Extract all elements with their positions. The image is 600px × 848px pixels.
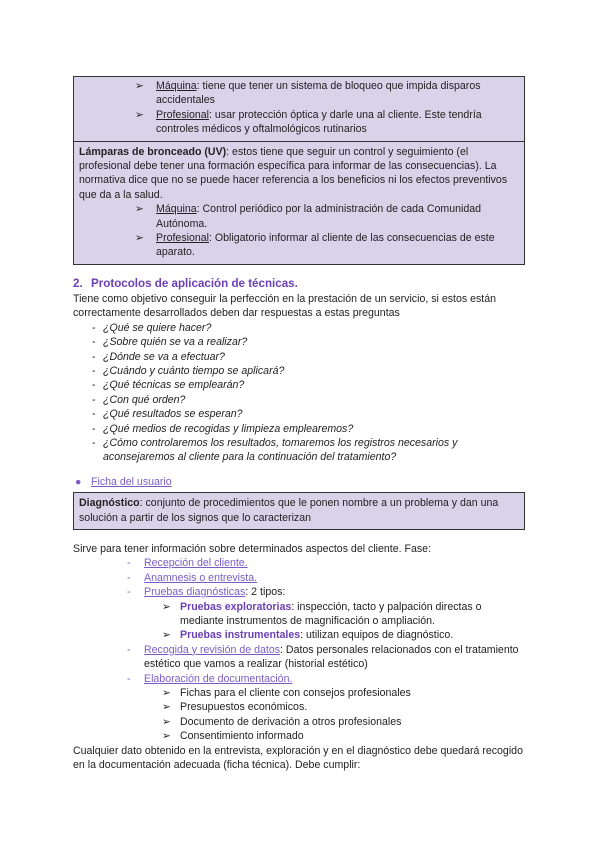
arrow-bullet-icon: ➢: [162, 687, 171, 700]
list-item: [162, 700, 525, 714]
list-item: [92, 393, 525, 407]
dash-marker: -: [127, 586, 131, 599]
recogida-link[interactable]: Recogida y revisión de datos: [144, 643, 281, 656]
ficha-link[interactable]: Ficha del usuario: [91, 475, 172, 488]
fases-intro: Sirve para tener información sobre determinados aspectos del cliente. Fase:: [73, 542, 432, 555]
dash-marker: -: [127, 643, 131, 656]
dash-marker: -: [92, 336, 96, 349]
dash-marker: -: [127, 672, 131, 685]
arrow-bullet-icon: ➢: [135, 80, 144, 92]
question-text: ¿Qué se quiere hacer?: [103, 321, 212, 334]
list-item: [162, 686, 525, 700]
item-text: : utilizan equipos de diagnóstico.: [300, 629, 454, 642]
list-item: [162, 628, 525, 642]
section-intro: Tiene como objetivo conseguir la perfección en la prestación de un servicio, si estos están correctamente desarrollados deben dar respuestas a estas preguntas: [73, 292, 496, 320]
item-text: : tiene que tener un sistema de bloqueo que impida disparos accidentales: [156, 80, 481, 107]
dash-marker: -: [92, 321, 96, 334]
question-text: ¿Qué técnicas se emplearán?: [103, 379, 245, 392]
question-text: ¿Con qué orden?: [103, 393, 186, 406]
diagnostico-text: : conjunto de procedimientos que le ponen nombre a un problema y dan una solución a partir de los signos que lo caracterizan: [79, 497, 499, 524]
pruebas-list: [144, 600, 525, 643]
pruebas-link[interactable]: Pruebas diagnósticas: [144, 586, 246, 599]
list-item: [92, 350, 525, 364]
uv-paragraph: [79, 145, 519, 203]
arrow-bullet-icon: ➢: [135, 108, 144, 121]
term-profesional: Profesional: [156, 108, 209, 121]
anamnesis-link[interactable]: Anamnesis o entrevista.: [144, 571, 258, 584]
laser-rules-list: [79, 79, 519, 137]
term-exploratorias: Pruebas exploratorias: [180, 600, 292, 613]
question-text: ¿Sobre quién se va a realizar?: [103, 336, 248, 349]
arrow-bullet-icon: ➢: [135, 203, 144, 216]
list-item: [162, 715, 525, 729]
arrow-bullet-icon: ➢: [162, 600, 171, 613]
item-text: : Obligatorio informar al cliente de las consecuencias de este aparato.: [156, 232, 495, 259]
item-text: Documento de derivación a otros profesionales: [180, 715, 402, 728]
arrow-bullet-icon: ➢: [162, 730, 171, 743]
dash-marker: -: [92, 408, 96, 421]
list-item: [92, 422, 525, 436]
arrow-bullet-icon: ➢: [162, 701, 171, 714]
dash-marker: -: [92, 436, 96, 449]
pruebas-text: : 2 tipos:: [245, 586, 286, 599]
list-item: [135, 79, 519, 108]
item-text: Fichas para el cliente con consejos profesionales: [180, 687, 411, 700]
item-text: : usar protección óptica y darle una al cliente. Este tendría controles médicos y oftalmológicos rutinarios: [156, 108, 482, 136]
list-item: [127, 672, 525, 744]
list-item: [162, 729, 525, 743]
list-item: [135, 231, 519, 260]
list-item: [127, 585, 525, 643]
arrow-bullet-icon: ➢: [135, 232, 144, 245]
list-item: [135, 202, 519, 231]
arrow-bullet-icon: ➢: [162, 629, 171, 642]
term-maquina: Máquina: [156, 203, 197, 216]
safety-box-uv: [73, 142, 525, 265]
closing-paragraph: Cualquier dato obtenido en la entrevista, exploración y en el diagnóstico debe quedará recogido en la documentación adecuada (ficha técnica). Debe cumplir:: [73, 744, 523, 772]
documentacion-list: [144, 686, 525, 744]
dash-marker: -: [92, 393, 96, 406]
term-profesional: Profesional: [156, 232, 209, 245]
question-text: ¿Qué resultados se esperan?: [103, 408, 243, 421]
dash-marker: -: [92, 422, 96, 435]
question-text: ¿Cómo controlaremos los resultados, tomaremos los registros necesarios y aconsejaremos al cliente para la continuación del tratamiento?: [103, 436, 458, 464]
dash-marker: -: [92, 364, 96, 377]
list-item: [135, 108, 519, 137]
item-text: : inspección, tacto y palpación directas o mediante instrumentos de magnificación o ampliación.: [180, 600, 482, 627]
diagnostico-box: [73, 492, 525, 530]
list-item: [162, 600, 525, 629]
question-text: ¿Cuándo y cuánto tiempo se aplicará?: [103, 364, 285, 377]
document-page: [73, 76, 525, 772]
list-item: [92, 321, 525, 335]
question-text: ¿Qué medios de recogidas y limpieza emplearemos?: [103, 422, 354, 435]
item-text: : Control periódico por la administración de cada Comunidad Autónoma.: [156, 203, 482, 230]
term-diagnostico: Diagnóstico: [79, 497, 140, 510]
list-item: [92, 407, 525, 421]
bullet-dot-icon: ●: [75, 475, 82, 488]
dash-marker: -: [127, 557, 131, 570]
uv-rules-list: [79, 202, 519, 260]
list-item: [127, 571, 525, 585]
section-heading: [73, 276, 525, 292]
dash-marker: -: [127, 571, 131, 584]
question-text: ¿Dónde se va a efectuar?: [103, 350, 225, 363]
list-item: [92, 364, 525, 378]
section-title: Protocolos de aplicación de técnicas.: [91, 276, 298, 290]
term-lamparas: Lámparas de bronceado (UV): [79, 145, 227, 158]
safety-box-laser: [73, 76, 525, 142]
recepcion-link[interactable]: Recepción del cliente.: [144, 557, 248, 570]
item-text: Consentimiento informado: [180, 730, 304, 743]
ficha-item: [73, 475, 525, 489]
questions-list: [73, 321, 525, 465]
item-text: Presupuestos económicos.: [180, 701, 308, 714]
list-item: [92, 335, 525, 349]
term-instrumentales: Pruebas instrumentales: [180, 629, 301, 642]
dash-marker: -: [92, 350, 96, 363]
uv-text: : estos tiene que seguir un control y seguimiento (el profesional debe tener una formación específica para informar de las consecuencias). La normativa dice que no se puede hacer referencia a los beneficios ni los efectos preventivos que da a la salud.: [79, 145, 508, 201]
section-number: 2.: [73, 276, 83, 290]
recogida-text: : Datos personales relacionados con el tratamiento estético que vamos a realizar (historial estético): [144, 643, 519, 671]
term-maquina: Máquina: [156, 80, 197, 92]
arrow-bullet-icon: ➢: [162, 715, 171, 728]
elaboracion-link[interactable]: Elaboración de documentación.: [144, 672, 293, 685]
list-item: [92, 436, 525, 465]
list-item: [127, 643, 525, 672]
dash-marker: -: [92, 379, 96, 392]
list-item: [127, 556, 525, 570]
list-item: [92, 378, 525, 392]
phases-list: [73, 556, 525, 743]
